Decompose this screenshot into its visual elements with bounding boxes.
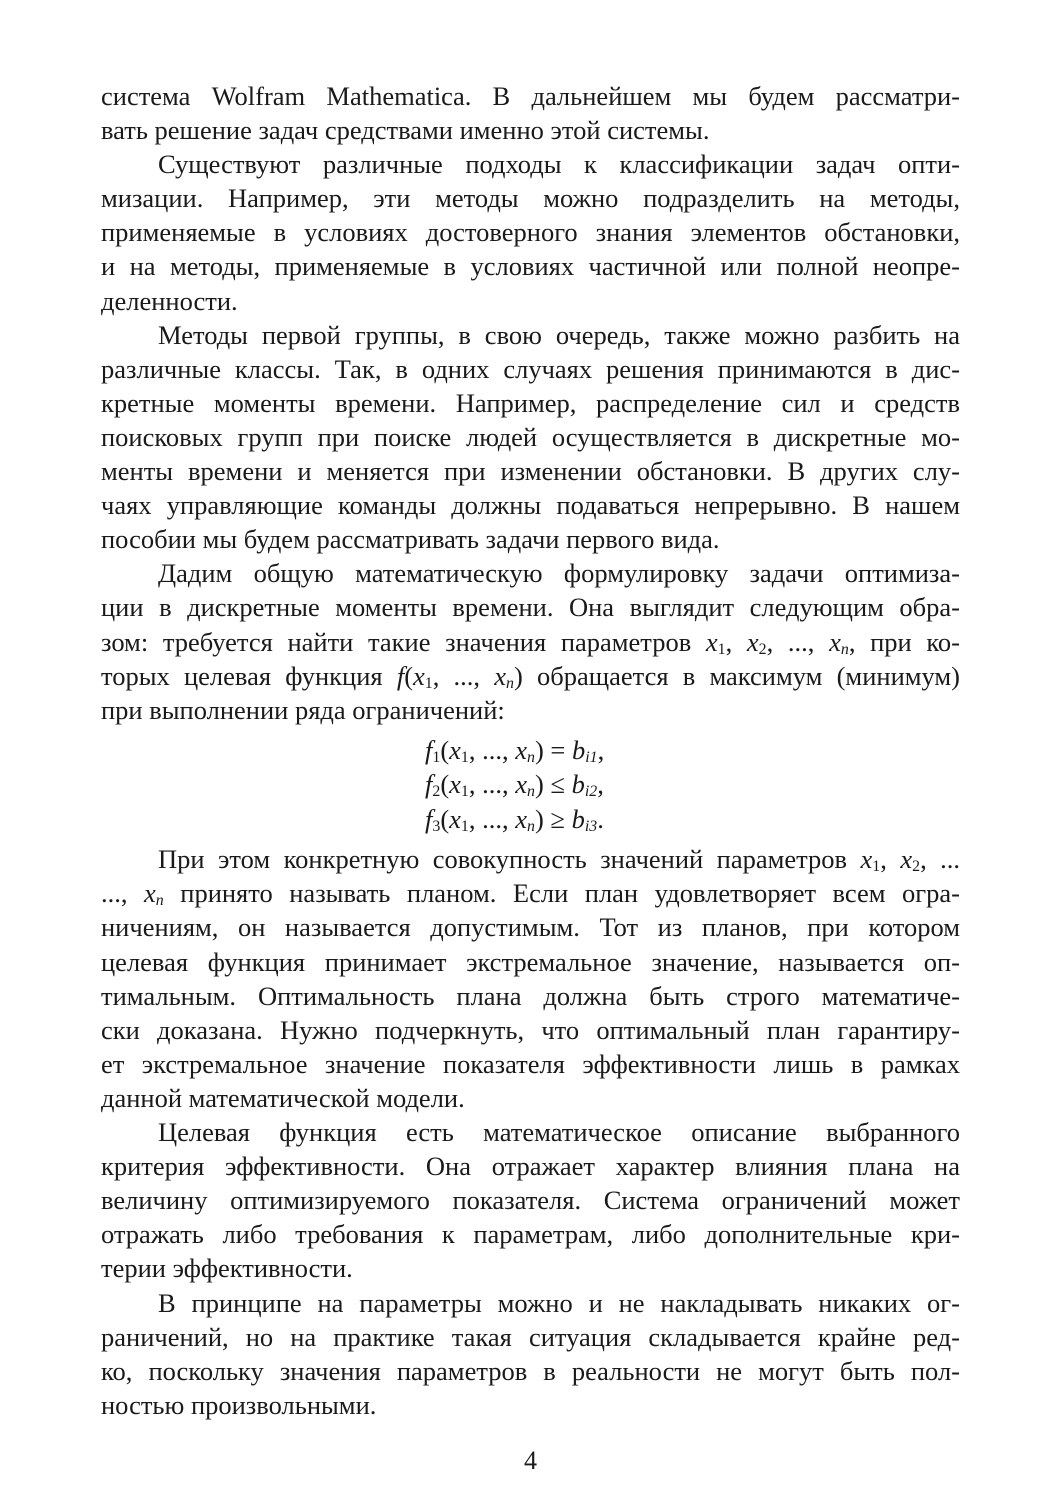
math-variable: x xyxy=(746,626,759,657)
text-run: система Wolfram Mathematica. В дальнейшем мы будем рассматри- xyxy=(101,81,960,111)
math-variable: x xyxy=(494,660,507,691)
text-line xyxy=(101,910,960,944)
text-run: торых целевая функция xyxy=(101,660,397,691)
text-line xyxy=(101,1047,960,1081)
math-variable: x xyxy=(413,660,425,691)
paragraph xyxy=(101,318,960,557)
text-run: критерия эффективности. Она отражает характер влияния плана на xyxy=(101,1151,960,1182)
math-variable: b xyxy=(571,769,585,800)
math-symbol xyxy=(425,769,440,799)
text-line xyxy=(101,556,960,590)
math-symbol xyxy=(747,627,767,657)
text-line xyxy=(101,1081,960,1115)
text-run: ничениям, он называется допустимым. Тот из планов, при котором xyxy=(101,912,960,943)
text-run: В принципе на параметры можно и не накладывать никаких ог- xyxy=(158,1287,960,1318)
math-variable: x xyxy=(515,803,528,834)
text-run: пособии мы будем рассматривать задачи первого вида. xyxy=(101,524,720,555)
math-symbol xyxy=(861,844,881,874)
text-run: , ..., xyxy=(468,803,516,834)
text-run: вать решение задач средствами именно этой системы. xyxy=(101,115,710,146)
text-run: , xyxy=(880,844,901,875)
math-variable: f xyxy=(425,769,433,800)
math-symbol xyxy=(829,627,849,657)
text-run: чаях управляющие команды должны подаваться непрерывно. В нашем xyxy=(101,490,960,521)
math-variable: x xyxy=(144,878,156,909)
text-line xyxy=(101,979,960,1013)
math-symbol xyxy=(900,844,920,874)
text-run: ..., xyxy=(101,878,145,909)
text-line xyxy=(101,945,960,979)
text-run: ски доказана. Нужно подчеркнуть, что оптимальный план гарантиру- xyxy=(101,1014,960,1045)
text-run: , ..., xyxy=(432,660,495,691)
text-run: отражать либо требования к параметрам, либо дополнительные кри- xyxy=(101,1219,960,1250)
text-run: , ..., xyxy=(468,734,516,765)
math-subscript: 1 xyxy=(460,783,469,801)
math-variable: b xyxy=(571,803,585,834)
text-run: ) обращается в максимум (минимум) xyxy=(513,660,961,691)
math-variable: x xyxy=(860,844,873,875)
text-run: ) ≤ xyxy=(534,769,572,800)
math-subscript: 2 xyxy=(432,783,441,801)
text-run: ) = xyxy=(534,734,572,765)
math-symbol xyxy=(449,735,469,765)
math-symbol xyxy=(449,769,469,799)
math-symbol xyxy=(515,804,535,834)
math-variable: b xyxy=(572,734,586,765)
text-line xyxy=(101,1354,960,1388)
text-line xyxy=(101,1183,960,1217)
math-symbol xyxy=(425,804,440,834)
math-subscript: n xyxy=(506,674,514,692)
text-run: величину оптимизируемого показателя. Система ограничений может xyxy=(101,1185,960,1216)
math-variable: f xyxy=(425,734,433,765)
math-subscript: 1 xyxy=(872,858,881,876)
math-variable: x xyxy=(449,803,461,834)
math-symbol xyxy=(144,878,164,908)
text-line xyxy=(101,79,960,113)
text-line xyxy=(101,147,960,181)
page-body xyxy=(101,79,960,1422)
paragraph xyxy=(101,147,960,317)
text-run: ( xyxy=(440,803,450,834)
text-run: и на методы, применяемые в условиях частичной или полной неопре- xyxy=(101,251,960,282)
text-run: , при ко- xyxy=(848,626,960,657)
text-run: Методы первой группы, в свою очередь, также можно разбить на xyxy=(158,319,960,350)
text-line xyxy=(101,454,960,488)
text-run: , ... xyxy=(920,844,961,875)
math-symbol xyxy=(706,627,726,657)
text-line xyxy=(101,876,960,910)
text-run: ко, поскольку значения параметров в реальности не могут быть пол- xyxy=(101,1355,960,1386)
paragraph xyxy=(101,556,960,726)
text-line xyxy=(101,1286,960,1320)
math-subscript: n xyxy=(840,640,849,658)
math-variable: x xyxy=(900,844,913,875)
formula-line xyxy=(101,733,960,768)
math-subscript: 1 xyxy=(460,817,469,835)
text-run: Существуют различные подходы к классификации задач опти- xyxy=(158,149,960,180)
text-run: различные классы. Так, в одних случаях решения принимаются в дис- xyxy=(101,353,960,384)
text-run: деленности. xyxy=(101,285,238,316)
text-run: поисковых групп при поиске людей осуществляется в дискретные мо- xyxy=(101,421,960,452)
text-run: ностью произвольными. xyxy=(101,1389,377,1420)
formula-line xyxy=(101,802,960,837)
text-line xyxy=(101,1251,960,1285)
math-subscript: i1 xyxy=(585,748,598,766)
text-run: раничений, но на практике такая ситуация складывается крайне ред- xyxy=(101,1321,960,1352)
math-variable: x xyxy=(449,734,461,765)
paragraph xyxy=(101,1286,960,1422)
text-line xyxy=(101,590,960,624)
text-run: Дадим общую математическую формулировку задачи оптимиза- xyxy=(158,558,960,589)
math-variable: x xyxy=(515,734,528,765)
math-variable: f xyxy=(396,660,405,691)
text-line xyxy=(101,1320,960,1354)
text-line xyxy=(101,1013,960,1047)
text-run: . xyxy=(597,803,604,834)
text-line xyxy=(101,249,960,283)
text-run: ции в дискретные моменты времени. Она выглядит следующим обра- xyxy=(101,592,960,623)
text-line xyxy=(101,1149,960,1183)
math-symbol xyxy=(413,661,433,691)
text-run: принято называть планом. Если план удовлетворяет всем огра- xyxy=(163,878,961,909)
text-run: тимальным. Оптимальность плана должна быть строго математиче- xyxy=(101,980,960,1011)
text-line xyxy=(101,318,960,352)
text-run: ( xyxy=(440,734,450,765)
text-run: применяемые в условиях достоверного знания элементов обстановки, xyxy=(101,217,960,248)
math-subscript: 2 xyxy=(758,640,767,658)
text-run: целевая функция принимает экстремальное значение, называется оп- xyxy=(101,946,960,977)
text-run: терии эффективности. xyxy=(101,1253,353,1284)
text-line xyxy=(101,522,960,556)
text-run: ет экстремальное значение показателя эффективности лишь в рамках xyxy=(101,1048,960,1079)
text-run: , xyxy=(725,626,747,657)
math-subscript: n xyxy=(527,783,535,801)
paragraph xyxy=(101,79,960,147)
text-run: Целевая функция есть математическое описание выбранного xyxy=(158,1117,960,1148)
text-line xyxy=(101,842,960,876)
text-run: , xyxy=(597,734,605,765)
text-line xyxy=(101,181,960,215)
text-line xyxy=(101,386,960,420)
text-run: ( xyxy=(404,660,414,691)
text-line xyxy=(101,693,960,727)
text-line xyxy=(101,625,960,659)
text-line xyxy=(101,1217,960,1251)
text-run: зом: требуется найти такие значения параметров xyxy=(101,626,706,657)
text-run: , ..., xyxy=(766,626,830,657)
math-subscript: 3 xyxy=(432,817,441,835)
math-subscript: 1 xyxy=(460,748,469,766)
math-variable: x xyxy=(515,769,528,800)
math-symbol xyxy=(572,735,598,765)
text-run: ( xyxy=(440,769,450,800)
math-subscript: 1 xyxy=(424,674,433,692)
math-variable: f xyxy=(425,803,433,834)
math-variable: x xyxy=(829,626,841,657)
text-line xyxy=(101,659,960,693)
math-subscript: n xyxy=(527,817,535,835)
math-variable: x xyxy=(449,769,461,800)
page-number: 4 xyxy=(524,1446,537,1475)
math-subscript: 1 xyxy=(717,640,726,658)
math-symbol xyxy=(425,735,440,765)
text-line xyxy=(101,1388,960,1422)
text-run: менты времени и меняется при изменении обстановки. В других слу- xyxy=(101,456,960,487)
text-run: , xyxy=(597,769,604,800)
text-run: данной математической модели. xyxy=(101,1082,465,1113)
text-run: кретные моменты времени. Например, распределение сил и средств xyxy=(101,387,960,418)
math-subscript: 2 xyxy=(912,858,921,876)
text-run: , ..., xyxy=(468,769,516,800)
text-run: ) ≥ xyxy=(534,803,572,834)
formula-line xyxy=(101,767,960,802)
math-subscript: i3 xyxy=(584,817,598,835)
math-symbol xyxy=(494,661,514,691)
math-symbol xyxy=(515,769,535,799)
text-run: при выполнении ряда ограничений: xyxy=(101,694,505,725)
math-symbol xyxy=(515,735,535,765)
paragraph xyxy=(101,842,960,1115)
text-line xyxy=(101,113,960,147)
paragraph xyxy=(101,1115,960,1285)
text-run: При этом конкретную совокупность значений параметров xyxy=(158,844,861,875)
math-subscript: n xyxy=(155,892,164,910)
math-symbol xyxy=(449,804,469,834)
math-subscript: i2 xyxy=(584,783,598,801)
math-subscript: 1 xyxy=(432,748,441,766)
math-subscript: n xyxy=(527,748,535,766)
math-symbol xyxy=(572,769,598,799)
math-symbol xyxy=(572,804,598,834)
text-line xyxy=(101,420,960,454)
constraint-formulas xyxy=(101,733,960,837)
math-variable: x xyxy=(705,626,718,657)
text-run: мизации. Например, эти методы можно подразделить на методы, xyxy=(101,183,960,214)
text-line xyxy=(101,1115,960,1149)
text-line xyxy=(101,284,960,318)
text-line xyxy=(101,352,960,386)
text-line xyxy=(101,215,960,249)
text-line xyxy=(101,488,960,522)
